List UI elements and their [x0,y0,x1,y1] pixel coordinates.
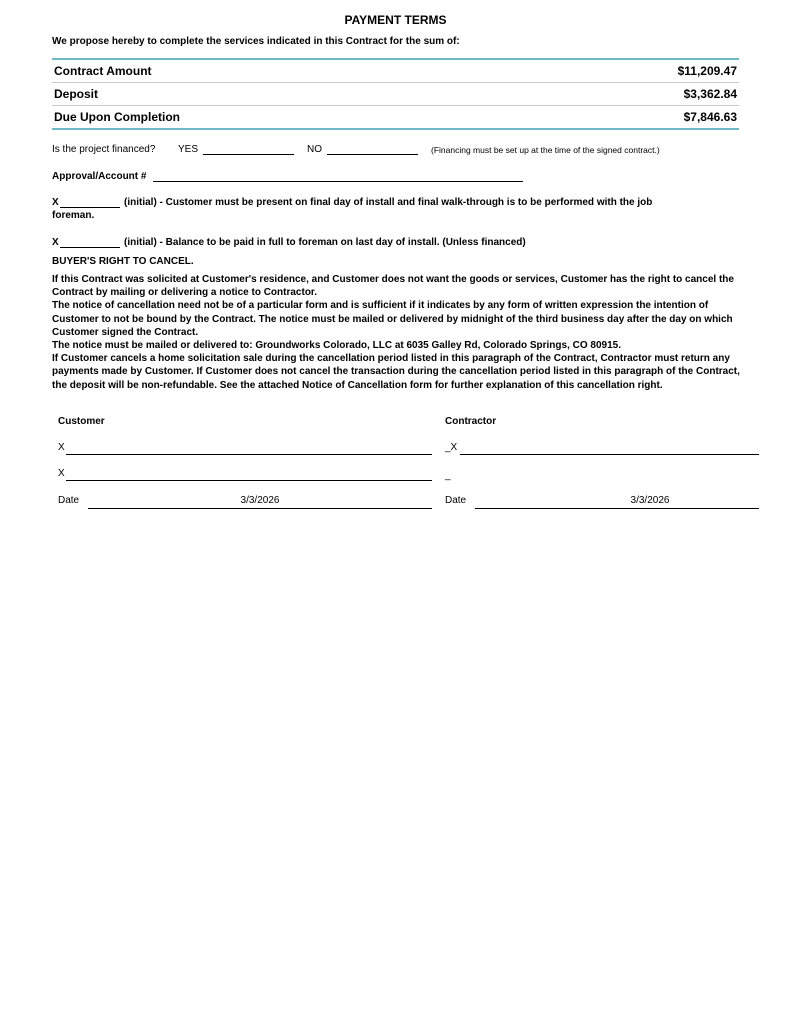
customer-label: Customer [58,416,105,427]
amount-row-deposit [52,83,739,106]
initial-text-1-cont: foreman. [52,210,95,221]
proposal-text: We propose hereby to complete the services indicated in this Contract for the sum of: [52,36,460,47]
cancel-heading: BUYER'S RIGHT TO CANCEL. [52,256,194,267]
customer-sign-x-2: X [58,468,65,479]
amount-value: $3,362.84 [683,87,737,101]
customer-date-line[interactable] [88,508,432,509]
initial-x-2: X [52,237,59,248]
contractor-label: Contractor [445,416,497,427]
contractor-dash: _ [445,470,451,481]
amount-label: Due Upon Completion [54,110,180,124]
customer-date-label: Date [58,495,80,506]
initial-field-1[interactable] [60,207,120,208]
amount-row-contract [52,60,739,83]
customer-signature-line-2[interactable] [66,480,432,481]
initial-text-1: (initial) - Customer must be present on final day of install and final walk-through is to be performed with the job [124,197,653,208]
financing-yes-field[interactable] [203,154,294,155]
amounts-table [52,58,739,130]
customer-signature-line-1[interactable] [66,454,432,455]
approval-label: Approval/Account # [52,171,147,182]
cancel-paragraph: If this Contract was solicited at Customer's residence, and Customer does not want the goods or services, Customer has the right to cancel the Contract by mailing or delivering a notice to Contractor. [52,274,734,299]
financing-yes-label: YES [178,144,199,155]
initial-text-2: (initial) - Balance to be paid in full to foreman on last day of install. (Unless financed) [124,237,526,248]
financing-no-field[interactable] [327,154,418,155]
amount-value: $11,209.47 [677,64,737,78]
contractor-sign-x: _X [445,442,458,453]
cancel-paragraph: The notice must be mailed or delivered to: Groundworks Colorado, LLC at 6035 Galley Rd, Colorado Springs, CO 80915. [52,340,622,352]
table-bottom-rule [52,128,739,130]
contractor-signature-line[interactable] [460,454,759,455]
approval-account-field[interactable] [153,181,523,182]
customer-sign-x-1: X [58,442,65,453]
amount-value: $7,846.63 [683,110,737,124]
financing-note: (Financing must be set up at the time of the signed contract.) [431,145,660,155]
initial-x-1: X [52,197,59,208]
customer-date-value: 3/3/2026 [240,495,280,506]
amount-row-due [52,106,739,128]
financing-no-label: NO [307,144,322,155]
amount-label: Contract Amount [54,64,152,78]
amount-label: Deposit [54,87,99,101]
financing-question: Is the project financed? [52,144,156,155]
contractor-date-value: 3/3/2026 [630,495,670,506]
cancel-paragraphs [52,273,742,392]
cancel-paragraph: If Customer cancels a home solicitation sale during the cancellation period listed in this paragraph of the Contract, Contractor must return any payments made by Customer. If Customer does not cancel the transaction during the cancellation period listed in this paragraph of the Contract, the deposit will be non-refundable. See the attached Notice of Cancellation form for further explanation of this cancellation right. [52,353,740,391]
initial-field-2[interactable] [60,247,120,248]
page-title: PAYMENT TERMS [344,13,447,27]
cancel-paragraph: The notice of cancellation need not be of a particular form and is sufficient if it indicates by any form of written expression the intention of Customer to not be bound by the Contract. The notice must be mailed or delivered by midnight of the third business day after the day on which Customer signed the Contract. [52,300,733,338]
contractor-date-line[interactable] [475,508,759,509]
contractor-date-label: Date [445,495,467,506]
